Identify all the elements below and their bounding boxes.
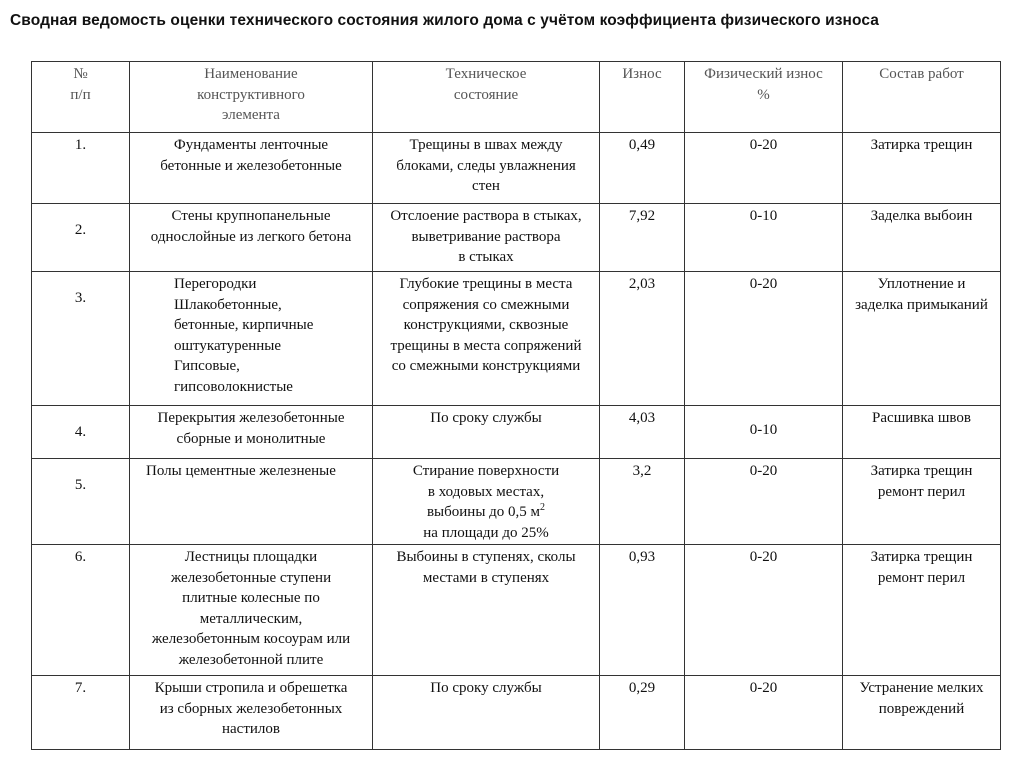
element-name: Фундаменты ленточные бетонные и железобетонные [130,133,373,204]
row-number: 7. [32,676,130,750]
wear-value: 0,29 [600,676,685,750]
row-number-text: 3. [74,290,87,306]
wear-value: 4,03 [600,406,685,459]
table-row [32,545,1001,676]
physical-wear-value [685,406,843,459]
element-name: Крыши стропила и обрешетка из сборных железобетонных настилов [130,676,373,750]
header-wear: Износ [600,62,685,133]
works-description: Заделка выбоин [843,204,1001,272]
physical-wear-value: 0-20 [685,459,843,545]
element-name: Стены крупнопанельные однослойные из легкого бетона [130,204,373,272]
wear-value: 7,92 [600,204,685,272]
header-technical-state: Техническое состояние [373,62,600,133]
technical-state: Трещины в швах между блоками, следы увлажнения стен [373,133,600,204]
works-description: Затирка трещин ремонт перил [843,459,1001,545]
element-name: Полы цементные железненые [130,459,373,545]
technical-state: По сроку службы [373,676,600,750]
table-row [32,676,1001,750]
table-row [32,272,1001,406]
technical-state-text-2: на площади до 25% [423,524,549,541]
document-title: Сводная ведомость оценки технического состояния жилого дома с учётом коэффициента физического износа [10,12,880,29]
element-name: Лестницы площадки железобетонные ступени плитные колесные по металлическим, железобетонным косоурам или железобетонной плите [130,545,373,676]
physical-wear-value: 0-20 [685,272,843,406]
table-row [32,204,1001,272]
wear-value: 0,93 [600,545,685,676]
technical-state: Отслоение раствора в стыках, выветривание раствора в стыках [373,204,600,272]
element-name: Перегородки Шлакобетонные, бетонные, кирпичные оштукатуренные Гипсовые, гипсоволокнистые [130,272,373,406]
condition-table [31,61,1001,750]
wear-value: 0,49 [600,133,685,204]
row-number [32,406,130,459]
row-number-text: 4. [74,424,87,440]
row-number: 1. [32,133,130,204]
row-number [32,272,130,406]
technical-state: Глубокие трещины в места сопряжения со смежными конструкциями, сквозные трещины в места сопряжений со смежными конструкциями [373,272,600,406]
row-number-text: 2. [74,222,87,238]
works-description: Затирка трещин ремонт перил [843,545,1001,676]
row-number-text: 5. [74,477,87,493]
table-header-row [32,62,1001,133]
works-description: Устранение мелких повреждений [843,676,1001,750]
superscript-2: 2 [540,502,546,513]
physical-wear-value: 0-20 [685,676,843,750]
table-row [32,459,1001,545]
works-description: Расшивка швов [843,406,1001,459]
technical-state-text: Стирание поверхности в ходовых местах, выбоины до 0,5 м [412,463,560,520]
works-description: Уплотнение и заделка примыканий [843,272,1001,406]
row-number: 6. [32,545,130,676]
element-name: Перекрытия железобетонные сборные и монолитные [130,406,373,459]
physical-wear-value: 0-10 [685,204,843,272]
physical-wear-text: 0-10 [749,422,778,438]
table-row [32,133,1001,204]
works-description: Затирка трещин [843,133,1001,204]
physical-wear-value: 0-20 [685,133,843,204]
table-row [32,406,1001,459]
technical-state [373,459,600,545]
row-number [32,204,130,272]
row-number [32,459,130,545]
header-element-name: Наименование конструктивного элемента [130,62,373,133]
wear-value: 2,03 [600,272,685,406]
technical-state: По сроку службы [373,406,600,459]
wear-value: 3,2 [600,459,685,545]
header-works: Состав работ [843,62,1001,133]
physical-wear-value: 0-20 [685,545,843,676]
header-num: № п/п [32,62,130,133]
header-physical-wear: Физический износ % [685,62,843,133]
technical-state: Выбоины в ступенях, сколы местами в ступенях [373,545,600,676]
